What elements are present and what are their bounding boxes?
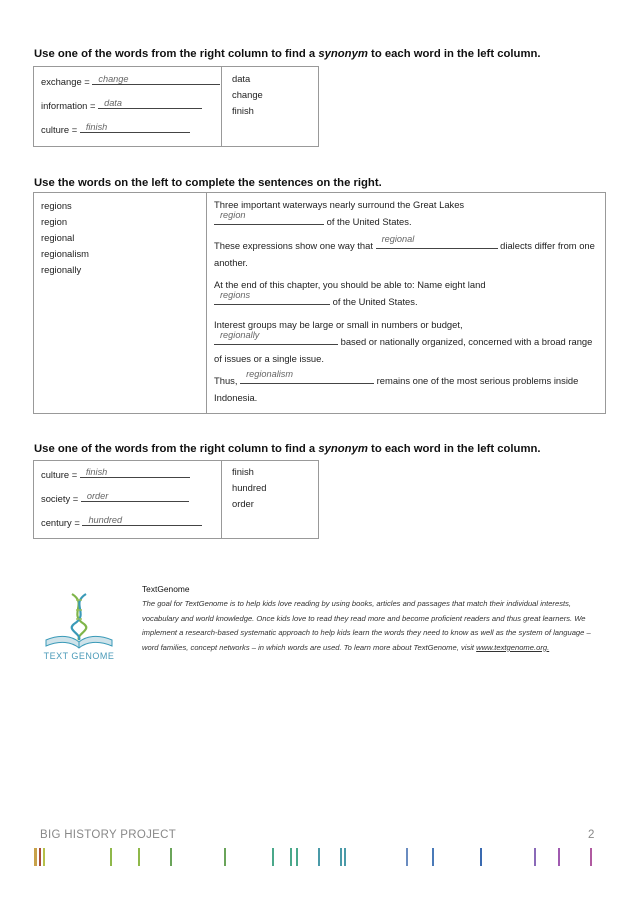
answer-blank[interactable]: change bbox=[92, 73, 220, 85]
word-option: regionalism bbox=[41, 248, 89, 259]
sentence: These expressions show one way that regional dialects differ from one another. bbox=[214, 234, 595, 268]
pair-row: exchange = change bbox=[41, 73, 220, 87]
textgenome-link[interactable]: www.textgenome.org. bbox=[476, 642, 550, 652]
color-bar bbox=[590, 848, 592, 866]
answer-blank[interactable]: hundred bbox=[82, 514, 202, 526]
color-bar bbox=[110, 848, 112, 866]
answer-blank[interactable]: finish bbox=[80, 466, 190, 478]
sentence: Interest groups may be large or small in numbers or budget, regionally based or nationally organized, concerned with a broad range of issues or a single issue. bbox=[214, 319, 593, 364]
color-bar bbox=[344, 848, 346, 866]
synonym-option: order bbox=[232, 498, 254, 509]
color-bar bbox=[138, 848, 140, 866]
dna-book-icon bbox=[32, 590, 127, 662]
textgenome-logo bbox=[32, 590, 127, 662]
color-bar bbox=[534, 848, 536, 866]
pair-row: culture = finish bbox=[41, 466, 190, 480]
answer-blank[interactable]: regions bbox=[214, 293, 330, 305]
column-divider bbox=[206, 193, 207, 413]
page-number: 2 bbox=[588, 829, 595, 841]
synonym-option: change bbox=[232, 89, 263, 100]
color-bar bbox=[170, 848, 172, 866]
color-bar bbox=[318, 848, 320, 866]
synonym-option: data bbox=[232, 73, 251, 84]
column-divider bbox=[221, 67, 222, 146]
color-bar bbox=[558, 848, 560, 866]
color-bar bbox=[340, 848, 342, 866]
synonym-option: hundred bbox=[232, 482, 267, 493]
answer-blank[interactable]: order bbox=[81, 490, 189, 502]
color-bar bbox=[224, 848, 226, 866]
sentence: Three important waterways nearly surround the Great Lakes region of the United States. bbox=[214, 199, 465, 227]
footer-title: BIG HISTORY PROJECT bbox=[40, 829, 177, 841]
answer-blank[interactable]: finish bbox=[80, 121, 190, 133]
color-bar bbox=[406, 848, 408, 866]
synonym-option: finish bbox=[232, 466, 254, 477]
section3-table bbox=[33, 460, 319, 539]
word-option: regional bbox=[41, 232, 75, 243]
sentence: Thus, regionalism remains one of the most serious problems inside Indonesia. bbox=[214, 369, 579, 403]
color-bar bbox=[39, 848, 41, 866]
color-bar bbox=[480, 848, 482, 866]
logo-wordmark: TEXT GENOME bbox=[43, 651, 115, 661]
word-option: regions bbox=[41, 200, 72, 211]
answer-blank[interactable]: region bbox=[214, 213, 324, 225]
color-bar bbox=[272, 848, 274, 866]
textgenome-title: TextGenome bbox=[142, 584, 190, 594]
word-option: region bbox=[41, 216, 68, 227]
answer-blank[interactable]: regionalism bbox=[240, 372, 374, 384]
section3-heading: Use one of the words from the right column to find a synonym to each word in the left column. bbox=[34, 443, 541, 455]
section2-heading: Use the words on the left to complete the sentences on the right. bbox=[34, 177, 382, 189]
answer-blank[interactable]: regionally bbox=[214, 333, 338, 345]
section2-table bbox=[33, 192, 606, 414]
word-option: regionally bbox=[41, 264, 82, 275]
color-bar bbox=[290, 848, 292, 866]
synonym-option: finish bbox=[232, 105, 254, 116]
answer-blank[interactable]: data bbox=[98, 97, 202, 109]
color-bar bbox=[43, 848, 45, 866]
answer-blank[interactable]: regional bbox=[376, 237, 498, 249]
sentence: At the end of this chapter, you should be able to: Name eight land regions of the United States. bbox=[214, 279, 486, 307]
section1-heading: Use one of the words from the right column to find a synonym to each word in the left column. bbox=[34, 48, 541, 60]
color-bar bbox=[432, 848, 434, 866]
pair-row: century = hundred bbox=[41, 514, 202, 528]
textgenome-description: The goal for TextGenome is to help kids love reading by using books, articles and passages that match their individual interests, vocabulary and world knowledge. Once kids love to read they read more and become proficient readers and thus great learners. We implement a research-based systematic approach to help kids learn the words they need to know as well as the system of language – word families, concept networks – in which words are used. To learn more about TextGenome, visit www.textgenome.org. bbox=[142, 599, 591, 652]
column-divider bbox=[221, 461, 222, 538]
color-bar bbox=[296, 848, 298, 866]
pair-row: information = data bbox=[41, 97, 202, 111]
pair-row: society = order bbox=[41, 490, 189, 504]
color-bar bbox=[34, 848, 37, 866]
pair-row: culture = finish bbox=[41, 121, 190, 135]
footer-color-bars bbox=[34, 848, 594, 866]
section1-table bbox=[33, 66, 319, 147]
